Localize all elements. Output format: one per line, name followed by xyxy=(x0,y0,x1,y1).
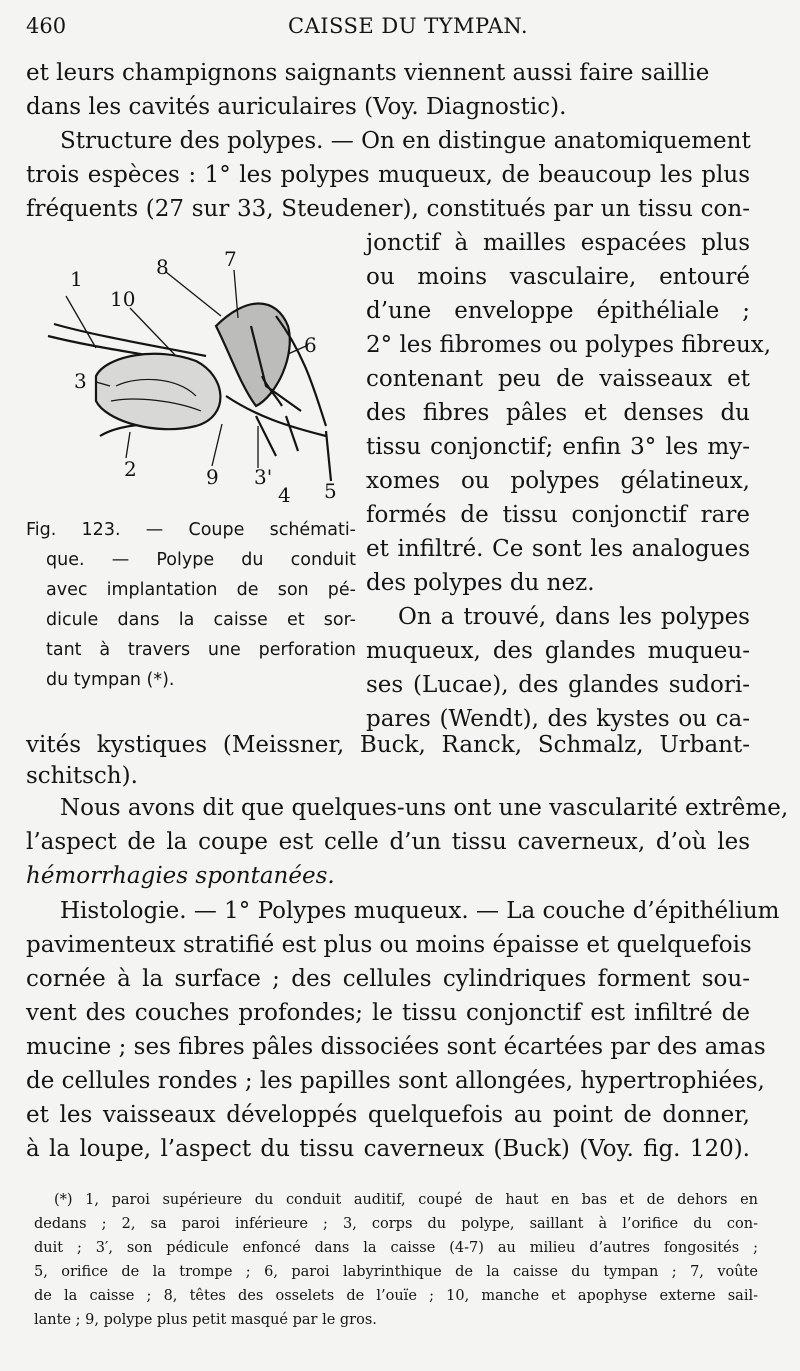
polyp-section-drawing xyxy=(26,236,362,526)
section-heading-line: Structure des polypes. — On en distingue anatomiquement xyxy=(60,128,751,154)
body-line: l’aspect de la coupe est celle d’un tissu caverneux, d’où les xyxy=(26,829,750,855)
body-line: tissu conjonctif; enfin 3° les my- xyxy=(366,434,750,460)
body-line: cornée à la surface ; des cellules cylindriques forment sou- xyxy=(26,966,750,992)
body-line: dans les cavités auriculaires (Voy. Diagnostic). xyxy=(26,94,567,120)
body-line: jonctif à mailles espacées plus xyxy=(366,230,750,256)
body-line: 2° les fibromes ou polypes fibreux, xyxy=(366,332,772,358)
body-line: et les vaisseaux développés quelquefois au point de donner, xyxy=(26,1102,750,1128)
body-line: des fibres pâles et denses du xyxy=(366,400,750,426)
body-line: xomes ou polypes gélatineux, xyxy=(366,468,750,494)
figure-caption-line: tant à travers une perforation xyxy=(46,640,356,660)
body-line: muqueux, des glandes muqueu- xyxy=(366,638,750,664)
body-line: formés de tissu conjonctif rare xyxy=(366,502,750,528)
figure-label-2: 2 xyxy=(124,457,137,481)
figure-label-10: 10 xyxy=(110,287,136,311)
body-line: trois espèces : 1° les polypes muqueux, de beaucoup les plus xyxy=(26,162,750,188)
figure-123-polyp-diagram xyxy=(26,236,362,526)
body-line: et leurs champignons saignants viennent aussi faire saillie xyxy=(26,60,710,86)
body-line: fréquents (27 sur 33, Steudener), constitués par un tissu con- xyxy=(26,196,750,222)
body-line: mucine ; ses fibres pâles dissociées sont écartées par des amas xyxy=(26,1034,766,1060)
figure-label-5: 5 xyxy=(324,479,337,503)
figure-caption-line: avec implantation de son pé- xyxy=(46,580,356,600)
figure-label-6: 6 xyxy=(304,333,317,357)
body-line: On a trouvé, dans les polypes xyxy=(398,604,750,630)
footnote-line: dedans ; 2, sa paroi inférieure ; 3, corps du polype, saillant à l’orifice du con- xyxy=(34,1216,758,1232)
figure-label-4: 4 xyxy=(278,483,291,507)
figure-caption-line: du tympan (*). xyxy=(46,670,175,690)
body-line: ses (Lucae), des glandes sudori- xyxy=(366,672,750,698)
running-header xyxy=(26,14,774,48)
figure-label-9: 9 xyxy=(206,465,219,489)
figure-caption-line: que. — Polype du conduit xyxy=(46,550,356,570)
body-line: Nous avons dit que quelques-uns ont une vascularité extrême, xyxy=(60,795,789,821)
figure-label-7: 7 xyxy=(224,247,237,271)
footnote-line: duit ; 3′, son pédicule enfoncé dans la caisse (4-7) au milieu d’autres fongosités ; xyxy=(34,1240,758,1256)
body-line: de cellules rondes ; les papilles sont allongées, hypertrophiées, xyxy=(26,1068,765,1094)
tympanic-cavity-floor xyxy=(226,396,326,436)
footnote-line: de la caisse ; 8, têtes des osselets de l’ouïe ; 10, manche et apophyse externe sail- xyxy=(34,1288,758,1304)
section-heading-line: Histologie. — 1° Polypes muqueux. — La couche d’épithélium xyxy=(60,898,780,924)
figure-label-3-prime: 3' xyxy=(254,465,273,489)
figure-caption-line: Fig. 123. — Coupe schémati- xyxy=(26,520,356,540)
polyp-body xyxy=(96,354,220,429)
body-line: pares (Wendt), des kystes ou ca- xyxy=(366,706,750,732)
trumpet-orifice-line xyxy=(326,431,331,481)
running-title: CAISSE DU TYMPAN. xyxy=(288,14,529,38)
body-line: vent des couches profondes; le tissu conjonctif est infiltré de xyxy=(26,1000,750,1026)
body-line: pavimenteux stratifié est plus ou moins épaisse et quelquefois xyxy=(26,932,752,958)
figure-label-3: 3 xyxy=(74,369,87,393)
body-line: hémorrhagies spontanées. xyxy=(26,863,335,889)
body-line: contenant peu de vaisseaux et xyxy=(366,366,750,392)
body-line: d’une enveloppe épithéliale ; xyxy=(366,298,750,324)
body-line: et infiltré. Ce sont les analogues xyxy=(366,536,750,562)
figure-caption-line: dicule dans la caisse et sor- xyxy=(46,610,356,630)
footnote-line: lante ; 9, polype plus petit masqué par le gros. xyxy=(34,1312,377,1328)
footnote-line: 5, orifice de la trompe ; 6, paroi labyrinthique de la caisse du tympan ; 7, voûte xyxy=(34,1264,758,1280)
footnote-line: (*) 1, paroi supérieure du conduit auditif, coupé de haut en bas et de dehors en xyxy=(54,1192,758,1208)
figure-label-1: 1 xyxy=(70,267,83,291)
body-line: schitsch). xyxy=(26,763,138,789)
body-line: des polypes du nez. xyxy=(366,570,595,596)
body-line: vités kystiques (Meissner, Buck, Ranck, Schmalz, Urbant- xyxy=(26,732,750,758)
page-number: 460 xyxy=(26,14,67,38)
body-line: ou moins vasculaire, entouré xyxy=(366,264,750,290)
body-line: à la loupe, l’aspect du tissu caverneux (Buck) (Voy. fig. 120). xyxy=(26,1136,750,1162)
figure-label-8: 8 xyxy=(156,255,169,279)
